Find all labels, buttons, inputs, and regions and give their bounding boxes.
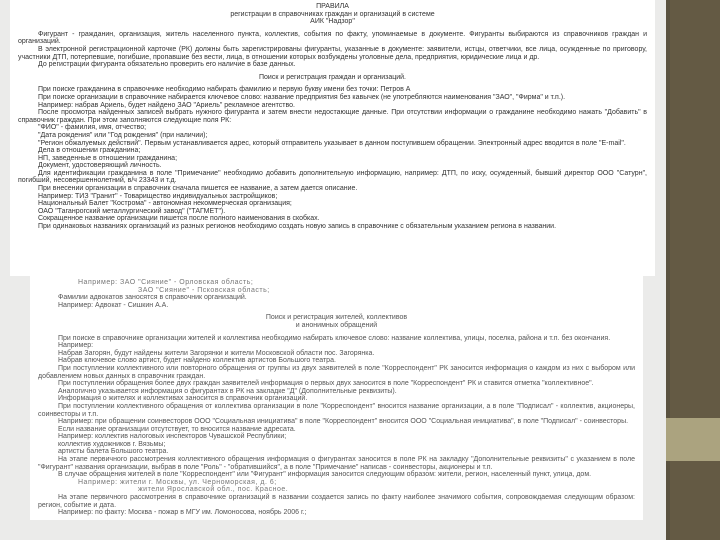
paragraph: Информация о жителях и коллективах заносится в справочник организаций. (58, 395, 308, 403)
paragraph: Набрав Загорян, будут найдены жители Загорянки и жители Московской области пос. Загорянка. (58, 349, 375, 357)
paragraph: При внесении организации в справочник сначала пишется ее название, а затем дается описание. (38, 185, 358, 193)
paragraph: ОАО "Таганрогский металлургический завод" ("ТАГМЕТ"). (38, 207, 226, 215)
paragraph: Фамилии адвокатов заносятся в справочник организаций. (58, 294, 247, 302)
paragraph: Национальный Балет "Кострома" - автономная некоммерческая организация; (38, 200, 292, 208)
paragraph: Например: при обращении соинвесторов ООО "Социальная инициатива" в поле "Корреспондент" вносится ООО "Социальная инициатива", в поле "Подписал" - соинвесторы. (58, 418, 629, 426)
paragraph: Фигурант - гражданин, организация, житель населенного пункта, коллектив, события по факту, упоминаемые в документе. Фигуранты выбираются из справочников граждан и организаций. (18, 30, 647, 46)
paragraph: коллектив художников г. Вязьмы; (58, 440, 166, 448)
paragraph: При поиске организации в справочнике набирается ключевое слово: название предприятия без кавычек (не употребляются наименования "ЗАО", "Фирма" и т.п.). (38, 93, 566, 101)
paragraph: Например: по факту: Москва - пожар в МГУ им. Ломоносова, ноябрь 2006 г.; (58, 509, 307, 517)
paragraph: При поступлении коллективного обращения от коллектива организации в поле "Корреспондент" вносится название организации, а в поле "Подписал" - коллектив, акционеры, соинвесторы и т.п. (38, 402, 635, 418)
paragraph: После просмотра найденных записей выбрать нужного фигуранта и затем внести недостающие данные. При отсутствии информации о гражданине необходимо нажать "Добавить" в справочник граждан. При этом заполняются следующие поля РК: (18, 109, 647, 124)
document-page-1 (10, 0, 655, 276)
paragraph: При поиске в справочнике организации жителей и коллектива необходимо набирать ключевое слово: название коллектива, улицы, поселка, района и т.п. без окончания. (58, 334, 611, 342)
paragraph: "ФИО" - фамилия, имя, отчество; (38, 124, 147, 132)
example-line: Например: ЗАО "Сияние" - Орловская область; (78, 279, 254, 286)
decorative-sidebar-band (666, 418, 720, 461)
doc-title: ПРАВИЛА (316, 3, 349, 10)
paragraph: Если название организации отсутствует, то вносится название адресата. (58, 425, 296, 433)
example-line: жители Ярославской обл., пос. Красное. (138, 486, 289, 494)
paragraph: Например: набрав Ариель, будет найдено ЗАО "Ариель" рекламное агентство. (38, 101, 295, 109)
paragraph: Например: Адвокат - Сишкин А.А. (58, 301, 169, 309)
paragraph: При одинаковых названиях организаций из разных регионов необходимо создать новую запись в справочнике с обязательным указанием региона в названии. (38, 223, 557, 231)
paragraph: НП, заведенные в отношении гражданина; (38, 154, 178, 162)
paragraph: На этапе первичного рассмотрения в справочнике организаций в названии создается запись по факту наиболее значимого события, сопровождаемая следующим образом: регион, событие и дата. (38, 494, 635, 509)
paragraph: При поступлении коллективного или повторного обращения от группы из двух заявителей в поле "Корреспондент" РК заносится информация о каждом из них с выбором или добавлением новых данных в справочник граждан. (38, 364, 635, 380)
paragraph: При поиске гражданина в справочнике необходимо набирать фамилию и первую букву имени без точки: Петров А (38, 86, 411, 94)
paragraph: В электронной регистрационной карточке (РК) должны быть зарегистрированы фигуранты, указанные в документе: заявители, истцы, ответчики, все лица, осужденные по приговору, участники ДТП, потерпевшие, погибшие, пропавшие без вести, лица, в отношении которых возбуждены уголовные дела, предприятия, юридические лица и др. (18, 45, 647, 61)
paragraph: Сокращенное название организации пишется после полного наименования в скобках. (38, 215, 320, 223)
paragraph: Например: (58, 342, 94, 350)
section-heading: Поиск и регистрация жителей, коллективов (265, 314, 408, 322)
document-page-2 (30, 276, 643, 520)
paragraph: До регистрации фигуранта обязательно проверить его наличие в базе данных. (38, 61, 296, 69)
doc-subtitle: регистрации в справочниках граждан и организаций в системе (230, 10, 435, 18)
paragraph: Аналогично указывается информация о фигурантах в РК на закладке "Д" (Дополнительные реквизиты). (58, 387, 397, 395)
doc-subtitle-system: АИК "Надзор" (310, 18, 355, 26)
paragraph: Набрав ключевое слово артист, будет найдено коллектив артистов Большого театра. (58, 357, 336, 365)
paragraph: Например: коллектив налоговых инспекторов Чувашской Республики; (58, 433, 287, 441)
section-heading: Поиск и регистрация граждан и организаций. (259, 73, 406, 81)
example-line: ЗАО "Сияние" - Псковская область; (138, 286, 270, 294)
paragraph: "Дата рождения" или "Год рождения" (при наличии); (38, 131, 208, 139)
example-line: Например: жители г. Москвы, ул. Черноморская, д. 6; (78, 478, 277, 486)
paragraph: "Регион обжалуемых действий". Первым устанавливается адрес, который отправитель указывает в данном поступившем обращении. Электронный адрес вводится в поле "E-mail". (38, 139, 626, 147)
paragraph: Документ, удостоверяющий личность. (38, 162, 162, 170)
paragraph: На этапе первичного рассмотрения коллективного обращения информация о фигурантах заносится в поле РК на закладку "Дополнительные реквизиты" с указанием в поле "Фигурант" названия организации, выбрав в поле "Роль" - "обратившийся", а в поле "Примечание" написав - соинвесторы, акционеры и т.п. (38, 456, 635, 471)
section-heading-cont: и анонимных обращений (295, 321, 378, 329)
paragraph: В случае обращения жителей в поле "Корреспондент" или "Фигурант" информация заносится следующим образом: жители, регион, населенный пункт, улица, дом. (58, 471, 592, 479)
paragraph: Для идентификации гражданина в поле "Примечание" необходимо добавить дополнительную информацию, например: ДТП, по иску, осужденный, бывший директор ООО "Сатурн", погибший, несовершеннолетний, в/ч 23343 и т.д. (18, 169, 647, 185)
paragraph: артисты балета Большого театра. (58, 448, 169, 456)
paragraph: Например: ТИЗ "Гранит" - Товарищество индивидуальных застройщиков; (38, 192, 278, 200)
paragraph: Дела в отношении гражданина; (38, 147, 141, 155)
paragraph: При поступлении обращения более двух граждан заявителей информация о первых двух заносится в поле "Корреспондент" РК и ставится отметка "коллективное". (58, 380, 594, 388)
